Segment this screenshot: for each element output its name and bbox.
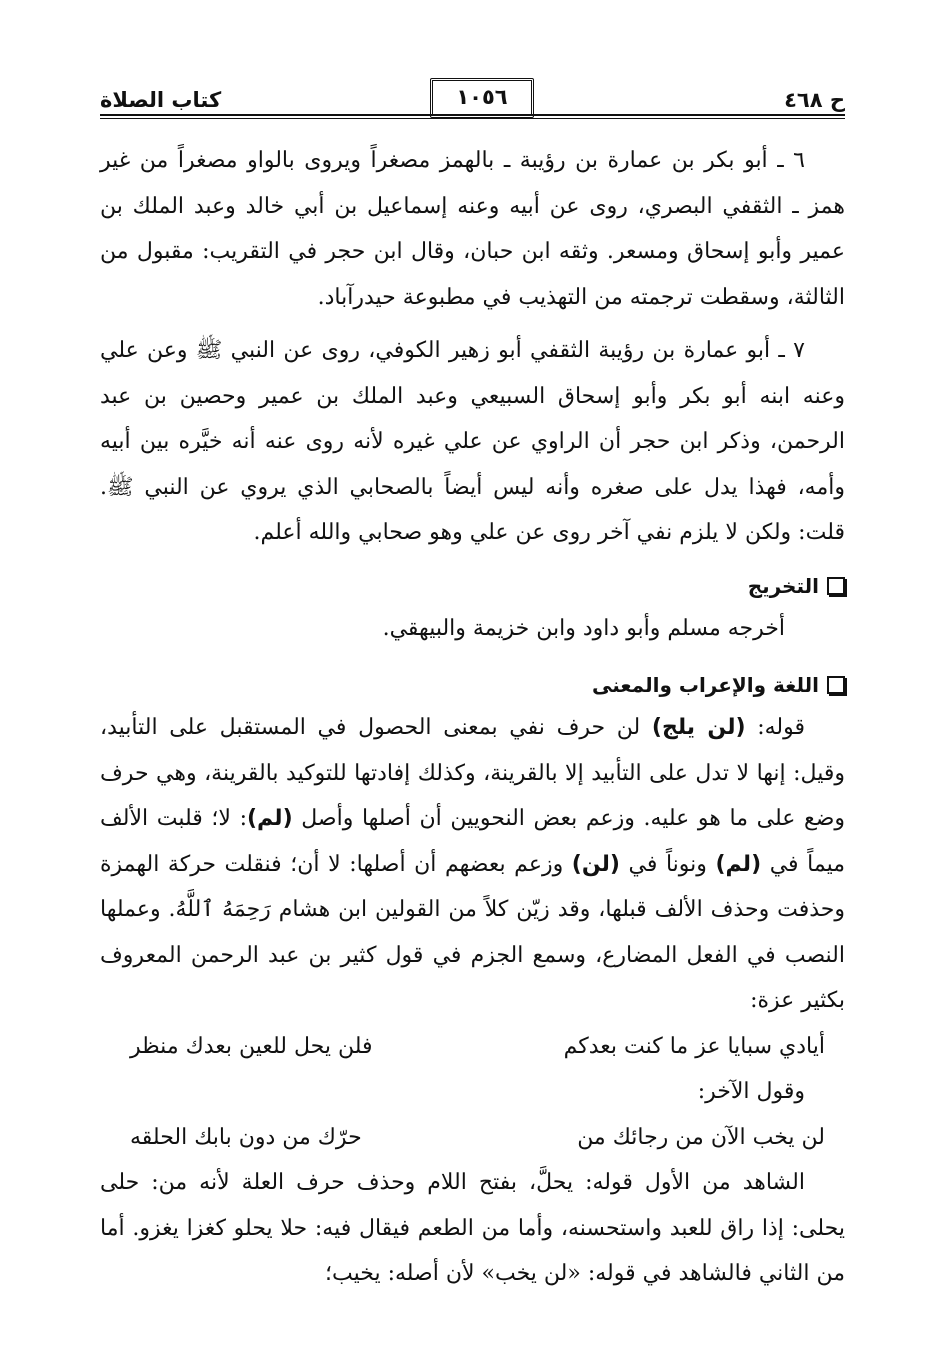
lugha-heading: [100, 665, 845, 705]
text-run: وزعم بعضهم أن أصلها: لا أن؛ فنقلت حركة الهمزة وحذفت وحذف الألف قبلها، وقد زيّن كلاً من القولين ابن هشام رَحِمَهُ ٱللَّهُ. وعملها النصب في الفعل المضارع، وسمع الجزم في قول كثير بن عبد الرحمن المعروف بكثير عزة:: [100, 851, 845, 1013]
verse-1-second-hemistich: فلن يحل للعين بعدك منظر: [130, 1033, 373, 1059]
verse-2-first-hemistich: لن يخب الآن من رجائك من: [577, 1124, 825, 1150]
page-body: [100, 138, 845, 1297]
square-bullet-icon: [827, 577, 845, 595]
header-rule: [100, 114, 845, 116]
verse-2-second-hemistich: حرّك من دون بابك الحلقه: [130, 1124, 362, 1150]
other-poet-intro: وقول الآخر:: [697, 1079, 805, 1104]
text-run: لن حرف نفي بمعنى الحصول في المستقبل على التأبيد، وقيل: إنها لا تدل على التأبيد إلا بالقرينة، وكذلك إفادتها للتوكيد بالقرينة، وهي حرف وضع على ما هو عليه. وزعم بعض النحويين أن أصلها وأصل: [100, 715, 846, 831]
bold-term: (لم): [715, 851, 762, 877]
lugha-heading-label: اللغة والإعراب والمعنى: [591, 673, 819, 697]
book-title: كتاب الصلاة: [100, 88, 222, 112]
page-reference: ح ٤٦٨: [784, 88, 845, 112]
text-run: قوله:: [745, 715, 805, 740]
narrator-7-paragraph: ٧ ـ أبو عمارة بن رؤيبة الثقفي أبو زهير الكوفي، روى عن النبي ﷺ وعن علي وعنه ابنه أبو بكر وأبو إسحاق السبيعي وعبد الملك بن عمير وحصين بن عبد الرحمن، وذكر ابن حجر أن الراوي عن علي غيره لأنه روى عنه أنه خيَّره بين أبيه وأمه، فهذا يدل على صغره وأنه ليس أيضاً بالصحابي الذي يروي عن النبي ﷺ. قلت: ولكن لا يلزم نفي آخر روى عن علي وهو صحابي والله أعلم.: [100, 338, 845, 545]
header-rule-thin: [100, 118, 845, 119]
bold-term: (لن يلج): [651, 715, 746, 740]
shahid-paragraph: الشاهد من الأول قوله: يحلَّ، بفتح اللام وحذف حرف العلة لأنه من: حلى يحلى: إذا راق للعبد واستحسنه، وأما من الطعم فيقال فيه: حلا يحلو كغزا يغزو. أما من الثاني فالشاهد في قوله: «لن يخب» لأن أصله: يخيب؛: [100, 1170, 845, 1286]
verse-line-1: [100, 1024, 845, 1070]
page-header: [100, 74, 845, 120]
verse-1-first-hemistich: أيادي سبايا عز ما كنت بعدكم: [563, 1033, 825, 1059]
lugha-paragraph: [100, 705, 845, 1024]
bold-term: (لن): [571, 851, 620, 877]
text-run: : لا؛ قلبت الألف ميماً في: [100, 806, 845, 877]
takhrij-heading-label: التخريج: [747, 573, 819, 598]
bold-term: (لم): [247, 806, 293, 831]
takhrij-text: أخرجه مسلم وأبو داود وابن خزيمة والبيهقي.: [382, 615, 785, 641]
square-bullet-icon: [827, 676, 845, 694]
text-run: ونوناً في: [619, 851, 716, 877]
verse-line-2: [100, 1115, 845, 1161]
page-number-frame: ١٠٥٦: [430, 78, 534, 118]
narrator-6-paragraph: ٦ ـ أبو بكر بن عمارة بن رؤيبة ـ بالهمز مصغراً ويروى بالواو مصغراً من غير همز ـ الثقفي البصري، روى عن أبيه وعنه إسماعيل بن أبي خالد وعبد الملك بن عمير وأبو إسحاق ومسعر. وثقه ابن حبان، وقال ابن حجر في التقريب: مقبول من الثالثة، وسقطت ترجمته من التهذيب في مطبوعة حيدرآباد.: [100, 148, 845, 310]
takhrij-heading: [100, 566, 845, 606]
